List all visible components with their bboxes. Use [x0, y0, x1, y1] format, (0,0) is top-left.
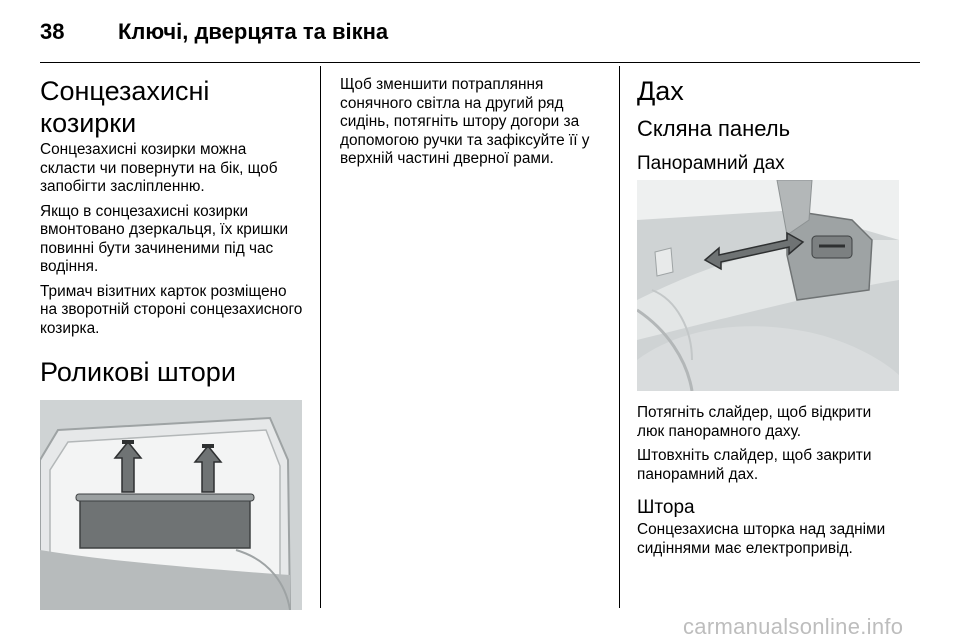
section-heading-roller-blinds: Роликові штори	[40, 357, 236, 387]
paragraph: Сонцезахисні козирки можна скласти чи повернути на бік, щоб запобігти засліпленню.	[40, 141, 278, 195]
header-divider	[40, 62, 920, 63]
paragraph: Щоб зменшити потрапляння сонячного світла на другий ряд сидінь, потягніть штору догори за допомогою ручки та зафіксуйте її у верхній частині дверної рами.	[340, 76, 590, 167]
paragraph: Сонцезахисна шторка над задніми сидіннями має електропривід.	[637, 521, 886, 557]
column-divider	[320, 66, 321, 608]
section-heading-blind: Штора	[637, 497, 695, 518]
paragraph: Потягніть слайдер, щоб відкрити люк панорамного даху.	[637, 404, 872, 440]
column-right	[637, 66, 902, 558]
section-heading-panoramic-roof: Панорамний дах	[637, 153, 785, 174]
section-heading-sun-visors: Сонцезахисні козирки	[40, 76, 210, 138]
paragraph: Тримач візитних карток розміщено на зворотній стороні сонцезахисного козирка.	[40, 282, 303, 337]
page-number: 38	[40, 19, 65, 44]
section-heading-roof: Дах	[637, 76, 684, 106]
roller-blind-illustration	[40, 400, 302, 610]
paragraph: Якщо в сонцезахисні козирки вмонтовано дзеркальця, їх кришки повинні бути зачиненими під час водіння.	[40, 202, 289, 275]
page-header	[40, 10, 920, 50]
section-heading-glass-panel: Скляна панель	[637, 116, 791, 141]
paragraph: Штовхніть слайдер, щоб закрити панорамний дах.	[637, 447, 872, 483]
column-middle	[340, 76, 608, 169]
panoramic-roof-illustration	[637, 180, 899, 391]
page-title: Ключі, дверцята та вікна	[118, 19, 389, 44]
column-left	[40, 66, 305, 610]
column-divider	[619, 66, 620, 608]
watermark: carmanualsonline.info	[683, 614, 904, 639]
